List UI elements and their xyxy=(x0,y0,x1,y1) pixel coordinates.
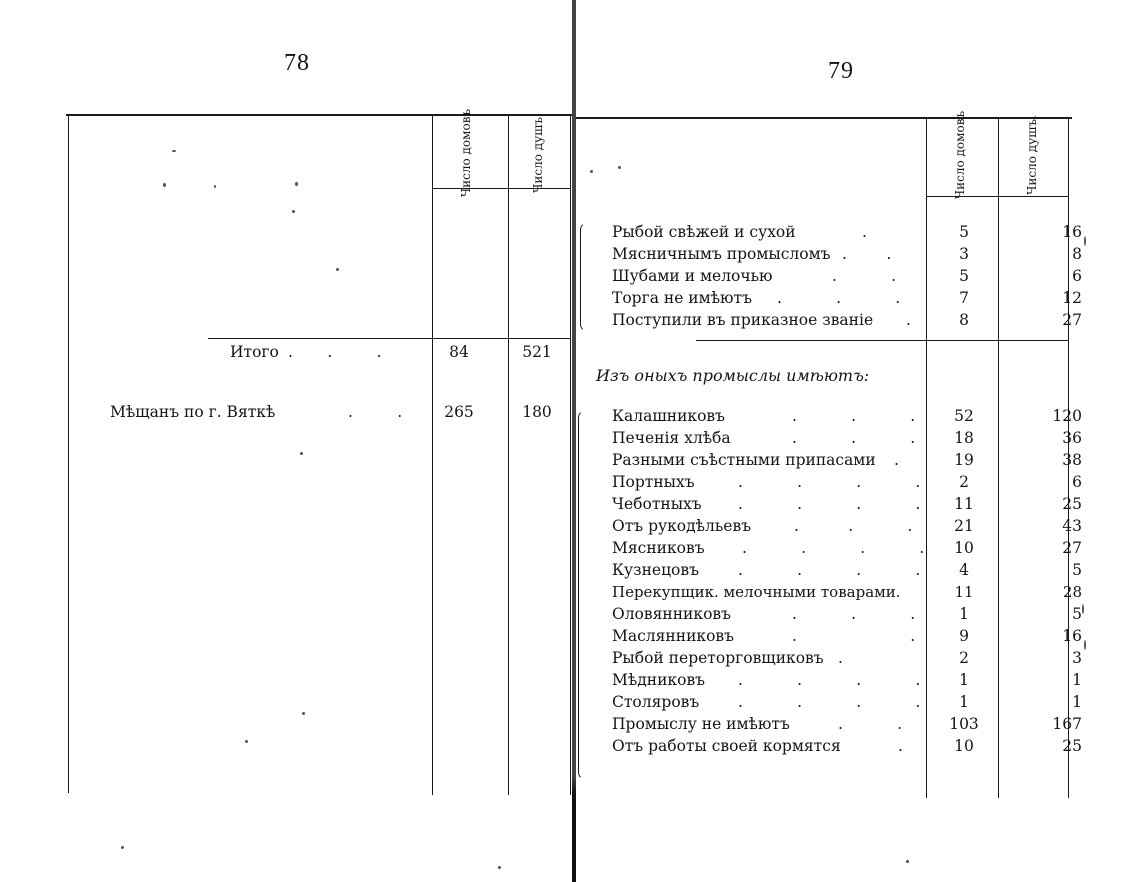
column-divider xyxy=(432,115,433,795)
ink-speck xyxy=(300,452,303,455)
row-label: Перекупщик. мелочными товарами. xyxy=(612,583,901,601)
table-row xyxy=(612,714,1132,735)
right-page xyxy=(576,0,1140,882)
souls-value: 16 xyxy=(1062,627,1082,645)
row-label: Разными съѣстными припасами xyxy=(612,451,876,469)
row-label: Шубами и мелочью xyxy=(612,267,773,285)
table-row xyxy=(612,560,1132,581)
table-row xyxy=(612,538,1132,559)
houses-value: 10 xyxy=(954,737,974,755)
houses-value: 52 xyxy=(954,407,974,425)
souls-value: 36 xyxy=(1062,429,1082,447)
houses-value: 5 xyxy=(959,223,969,241)
row-label: Калашниковъ xyxy=(612,407,726,425)
ink-speck xyxy=(214,185,216,188)
leader-dots: . . . xyxy=(777,289,901,307)
table-row xyxy=(612,450,1132,471)
leader-dots: . . . xyxy=(792,407,916,425)
section-rule xyxy=(696,340,1068,341)
table-row xyxy=(612,406,1132,427)
souls-value: 38 xyxy=(1062,451,1082,469)
row-label: Портныхъ xyxy=(612,473,695,491)
table-row xyxy=(612,222,1132,243)
row-label: Рыбой свѣжей и сухой xyxy=(612,223,796,241)
row-label: Торга не имѣютъ xyxy=(612,289,752,307)
houses-value: 8 xyxy=(959,311,969,329)
leader-dots: . . . xyxy=(288,343,382,361)
table-row xyxy=(612,648,1132,669)
leader-dots: . . . xyxy=(792,605,916,623)
table-row xyxy=(612,736,1132,757)
leader-dots: . xyxy=(906,311,911,329)
ink-speck xyxy=(618,166,621,169)
souls-value: 180 xyxy=(522,403,552,421)
total-rule xyxy=(208,338,570,339)
table-row xyxy=(612,244,1132,265)
leader-dots: . xyxy=(898,737,903,755)
row-label: Чеботныхъ xyxy=(612,495,702,513)
houses-value: 2 xyxy=(959,649,969,667)
ink-speck xyxy=(590,170,593,173)
table-row-meshchane xyxy=(110,402,570,423)
houses-value: 18 xyxy=(954,429,974,447)
row-label: Кузнецовъ xyxy=(612,561,699,579)
row-label: Мѣдниковъ xyxy=(612,671,706,689)
leader-dots: . . . . xyxy=(738,473,921,491)
column-header-souls: Число душъ. xyxy=(1025,115,1039,195)
table-row xyxy=(612,582,1132,603)
houses-value: 1 xyxy=(959,605,969,623)
header-underline xyxy=(432,188,570,189)
houses-value: 2 xyxy=(959,473,969,491)
houses-value: 11 xyxy=(954,495,974,513)
row-label: Мясниковъ xyxy=(612,539,705,557)
souls-value: 1 xyxy=(1072,693,1082,711)
leader-dots: . . xyxy=(792,627,916,645)
ink-speck xyxy=(172,150,176,152)
row-label: Мясничнымъ промысломъ xyxy=(612,245,831,263)
leader-dots: . . xyxy=(348,403,403,421)
souls-value: 6 xyxy=(1072,267,1082,285)
leader-dots: . . . xyxy=(794,517,913,535)
ink-speck xyxy=(336,268,339,271)
ink-speck xyxy=(163,183,166,187)
houses-value: 5 xyxy=(959,267,969,285)
row-label: Отъ работы своей кормятся xyxy=(612,737,841,755)
souls-value: 25 xyxy=(1062,737,1082,755)
souls-value: 6 xyxy=(1072,473,1082,491)
houses-value: 7 xyxy=(959,289,969,307)
column-header-houses: Число домовъ xyxy=(459,108,473,198)
leader-dots: . . . . xyxy=(738,495,921,513)
table-row xyxy=(612,670,1132,691)
houses-value: 21 xyxy=(954,517,974,535)
leader-dots: . . xyxy=(832,267,897,285)
souls-value: 167 xyxy=(1052,715,1082,733)
leader-dots: . . xyxy=(838,715,903,733)
souls-value: 120 xyxy=(1052,407,1082,425)
souls-value: 25 xyxy=(1062,495,1082,513)
page-number: 78 xyxy=(284,50,310,76)
leader-dots: . . . . xyxy=(738,561,921,579)
row-group-brace xyxy=(578,410,587,780)
ink-speck xyxy=(295,182,298,186)
table-row xyxy=(612,604,1132,625)
souls-value: 8 xyxy=(1072,245,1082,263)
ink-speck xyxy=(245,740,248,743)
row-label: Маслянниковъ xyxy=(612,627,735,645)
souls-value: 1 xyxy=(1072,671,1082,689)
ink-speck xyxy=(292,210,295,213)
houses-value: 3 xyxy=(959,245,969,263)
souls-value: 27 xyxy=(1062,539,1082,557)
houses-value: 4 xyxy=(959,561,969,579)
houses-value: 265 xyxy=(444,403,474,421)
column-divider xyxy=(570,115,571,795)
souls-value: 28 xyxy=(1062,583,1082,601)
table-row xyxy=(612,310,1132,331)
table-top-rule xyxy=(66,114,572,116)
table-row xyxy=(612,692,1132,713)
row-label: Промыслу не имѣютъ xyxy=(612,715,790,733)
souls-value: 5 xyxy=(1072,561,1082,579)
leader-dots: . . . . xyxy=(738,671,921,689)
souls-value: 43 xyxy=(1062,517,1082,535)
houses-value: 103 xyxy=(949,715,979,733)
houses-value: 1 xyxy=(959,671,969,689)
ink-speck xyxy=(1084,640,1086,650)
table-row xyxy=(612,516,1132,537)
table-row xyxy=(612,472,1132,493)
leader-dots: . . . . xyxy=(738,693,921,711)
ink-speck xyxy=(1084,236,1086,246)
row-label: Отъ рукодѣльевъ xyxy=(612,517,752,535)
leader-dots: . xyxy=(862,223,867,241)
ink-speck xyxy=(498,866,501,869)
ink-speck xyxy=(906,860,909,863)
houses-value: 10 xyxy=(954,539,974,557)
column-header-souls: Число душъ. xyxy=(531,113,545,193)
table-row xyxy=(612,288,1132,309)
leader-dots: . . . . xyxy=(742,539,925,557)
houses-value: 84 xyxy=(449,343,469,361)
leader-dots: . . . xyxy=(792,429,916,447)
row-label: Рыбой переторговщиковъ xyxy=(612,649,824,667)
souls-value: 27 xyxy=(1062,311,1082,329)
row-label: Итого xyxy=(230,343,279,361)
houses-value: 1 xyxy=(959,693,969,711)
ink-speck xyxy=(121,846,124,849)
ink-speck xyxy=(1082,604,1084,614)
row-label: Мѣщанъ по г. Вяткѣ xyxy=(110,403,276,421)
leader-dots: . xyxy=(894,451,899,469)
row-group-brace xyxy=(580,222,589,332)
column-header-houses: Число домовъ xyxy=(953,110,967,200)
column-divider xyxy=(508,115,509,795)
row-label: Печенія хлѣба xyxy=(612,429,731,447)
table-row xyxy=(612,494,1132,515)
table-row-total xyxy=(230,342,570,363)
row-label: Поступили въ приказное званіе xyxy=(612,311,874,329)
souls-value: 3 xyxy=(1072,649,1082,667)
table-row xyxy=(612,266,1132,287)
souls-value: 12 xyxy=(1062,289,1082,307)
table-row xyxy=(612,428,1132,449)
section-title: Изъ оныхъ промыслы имѣютъ: xyxy=(596,366,870,385)
houses-value: 19 xyxy=(954,451,974,469)
leader-dots: . xyxy=(838,649,843,667)
souls-value: 521 xyxy=(522,343,552,361)
houses-value: 11 xyxy=(954,583,974,601)
row-label: Оловянниковъ xyxy=(612,605,731,623)
table-row xyxy=(612,626,1132,647)
leader-dots: . . xyxy=(842,245,892,263)
header-underline xyxy=(926,196,1068,197)
houses-value: 9 xyxy=(959,627,969,645)
table-left-rule xyxy=(68,115,69,793)
page-number: 79 xyxy=(828,58,854,84)
ink-speck xyxy=(302,712,305,715)
souls-value: 16 xyxy=(1062,223,1082,241)
souls-value: 5 xyxy=(1072,605,1082,623)
row-label: Столяровъ xyxy=(612,693,700,711)
